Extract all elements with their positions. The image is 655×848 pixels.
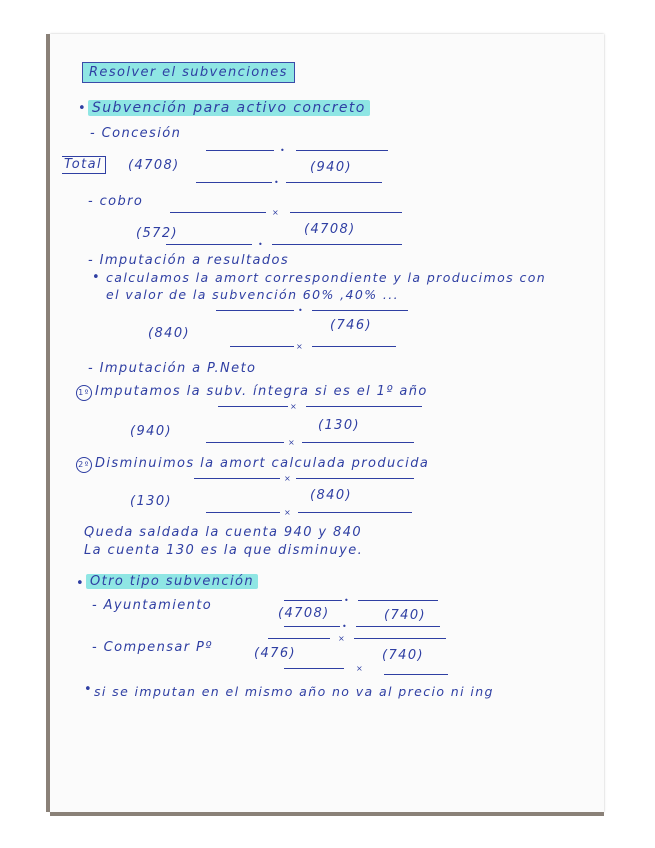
journal-line [230, 346, 294, 347]
journal-line [284, 668, 344, 669]
journal-line [170, 212, 266, 213]
bullet-dot: • [92, 270, 102, 285]
journal-line [296, 478, 414, 479]
step2-left-value: (130) [130, 494, 172, 509]
journal-line [306, 406, 422, 407]
step1-left-value: (940) [130, 424, 172, 439]
concesion-label: - Concesión [90, 126, 182, 141]
journal-line [312, 346, 396, 347]
journal-line [290, 212, 402, 213]
journal-line [272, 244, 402, 245]
separator-dot: • [274, 178, 279, 187]
step1-line [76, 384, 428, 401]
bullet-text-line1: calculamos la amort correspondiente y la producimos con [106, 270, 547, 285]
compensar-right-value: (740) [382, 648, 424, 663]
journal-line [384, 674, 448, 675]
separator-x: × [284, 508, 291, 517]
journal-line [286, 182, 382, 183]
journal-line [296, 150, 388, 151]
note-line2: La cuenta 130 es la que disminuye. [84, 543, 364, 558]
compensar-label: - Compensar Pº [92, 640, 213, 655]
journal-line [218, 406, 288, 407]
journal-line [206, 150, 274, 151]
step2-text: Disminuimos la amort calculada producida [95, 456, 430, 471]
separator-dot: • [342, 622, 347, 631]
step1-text: Imputamos la subv. íntegra si es el 1º año [95, 384, 428, 399]
bullet-dot: • [84, 682, 94, 697]
section-heading-activo: Subvención para activo concreto [88, 100, 370, 116]
journal-line [268, 638, 330, 639]
step2-number: 2º [76, 457, 92, 473]
journal-line [284, 626, 340, 627]
separator-dot: • [280, 146, 285, 155]
page-title: Resolver el subvenciones [82, 62, 295, 83]
note-line1: Queda saldada la cuenta 940 y 840 [84, 525, 363, 540]
bullet-dot: • [78, 101, 88, 116]
concesion-right-value: (940) [310, 160, 352, 175]
imputacion-resultados-label: - Imputación a resultados [88, 253, 290, 268]
final-note: si se imputan en el mismo año no va al precio ni ing [94, 684, 494, 699]
imputacion-left-value: (840) [148, 326, 190, 341]
imputacion-right-value: (746) [330, 318, 372, 333]
imputacion-pneto-label: - Imputación a P.Neto [88, 361, 257, 376]
journal-line [206, 442, 284, 443]
ayuntamiento-label: - Ayuntamiento [92, 598, 213, 613]
journal-line [196, 182, 272, 183]
step2-right-value: (840) [310, 488, 352, 503]
step2-line [76, 456, 429, 473]
bullet-text-line2: el valor de la subvención 60% ,40% ... [106, 287, 400, 302]
step1-number: 1º [76, 385, 92, 401]
journal-line [206, 512, 280, 513]
ayuntamiento-left-value: (4708) [278, 606, 330, 621]
compensar-left-value: (476) [254, 646, 296, 661]
journal-line [284, 600, 342, 601]
journal-line [312, 310, 408, 311]
separator-dot: • [258, 240, 263, 249]
journal-line [356, 626, 440, 627]
separator-x: × [288, 438, 295, 447]
journal-line [354, 638, 446, 639]
separator-x: × [356, 664, 363, 673]
separator-x: × [272, 208, 279, 217]
step1-right-value: (130) [318, 418, 360, 433]
ayuntamiento-right-value: (740) [384, 608, 426, 623]
cobro-right-value: (4708) [304, 222, 356, 237]
journal-line [358, 600, 438, 601]
cobro-label: - cobro [88, 194, 144, 209]
separator-dot: • [298, 306, 303, 315]
journal-line [302, 442, 414, 443]
separator-x: × [290, 402, 297, 411]
cobro-left-value: (572) [136, 226, 178, 241]
journal-line [216, 310, 294, 311]
separator-dot: • [344, 596, 349, 605]
separator-x: × [296, 342, 303, 351]
total-value: (4708) [128, 158, 180, 173]
journal-line [298, 512, 412, 513]
separator-x: × [284, 474, 291, 483]
separator-x: × [338, 634, 345, 643]
journal-line [166, 244, 252, 245]
section-heading-otro: Otro tipo subvención [86, 574, 258, 589]
bullet-dot: • [76, 576, 86, 591]
total-box: Total [62, 156, 106, 174]
journal-line [194, 478, 280, 479]
